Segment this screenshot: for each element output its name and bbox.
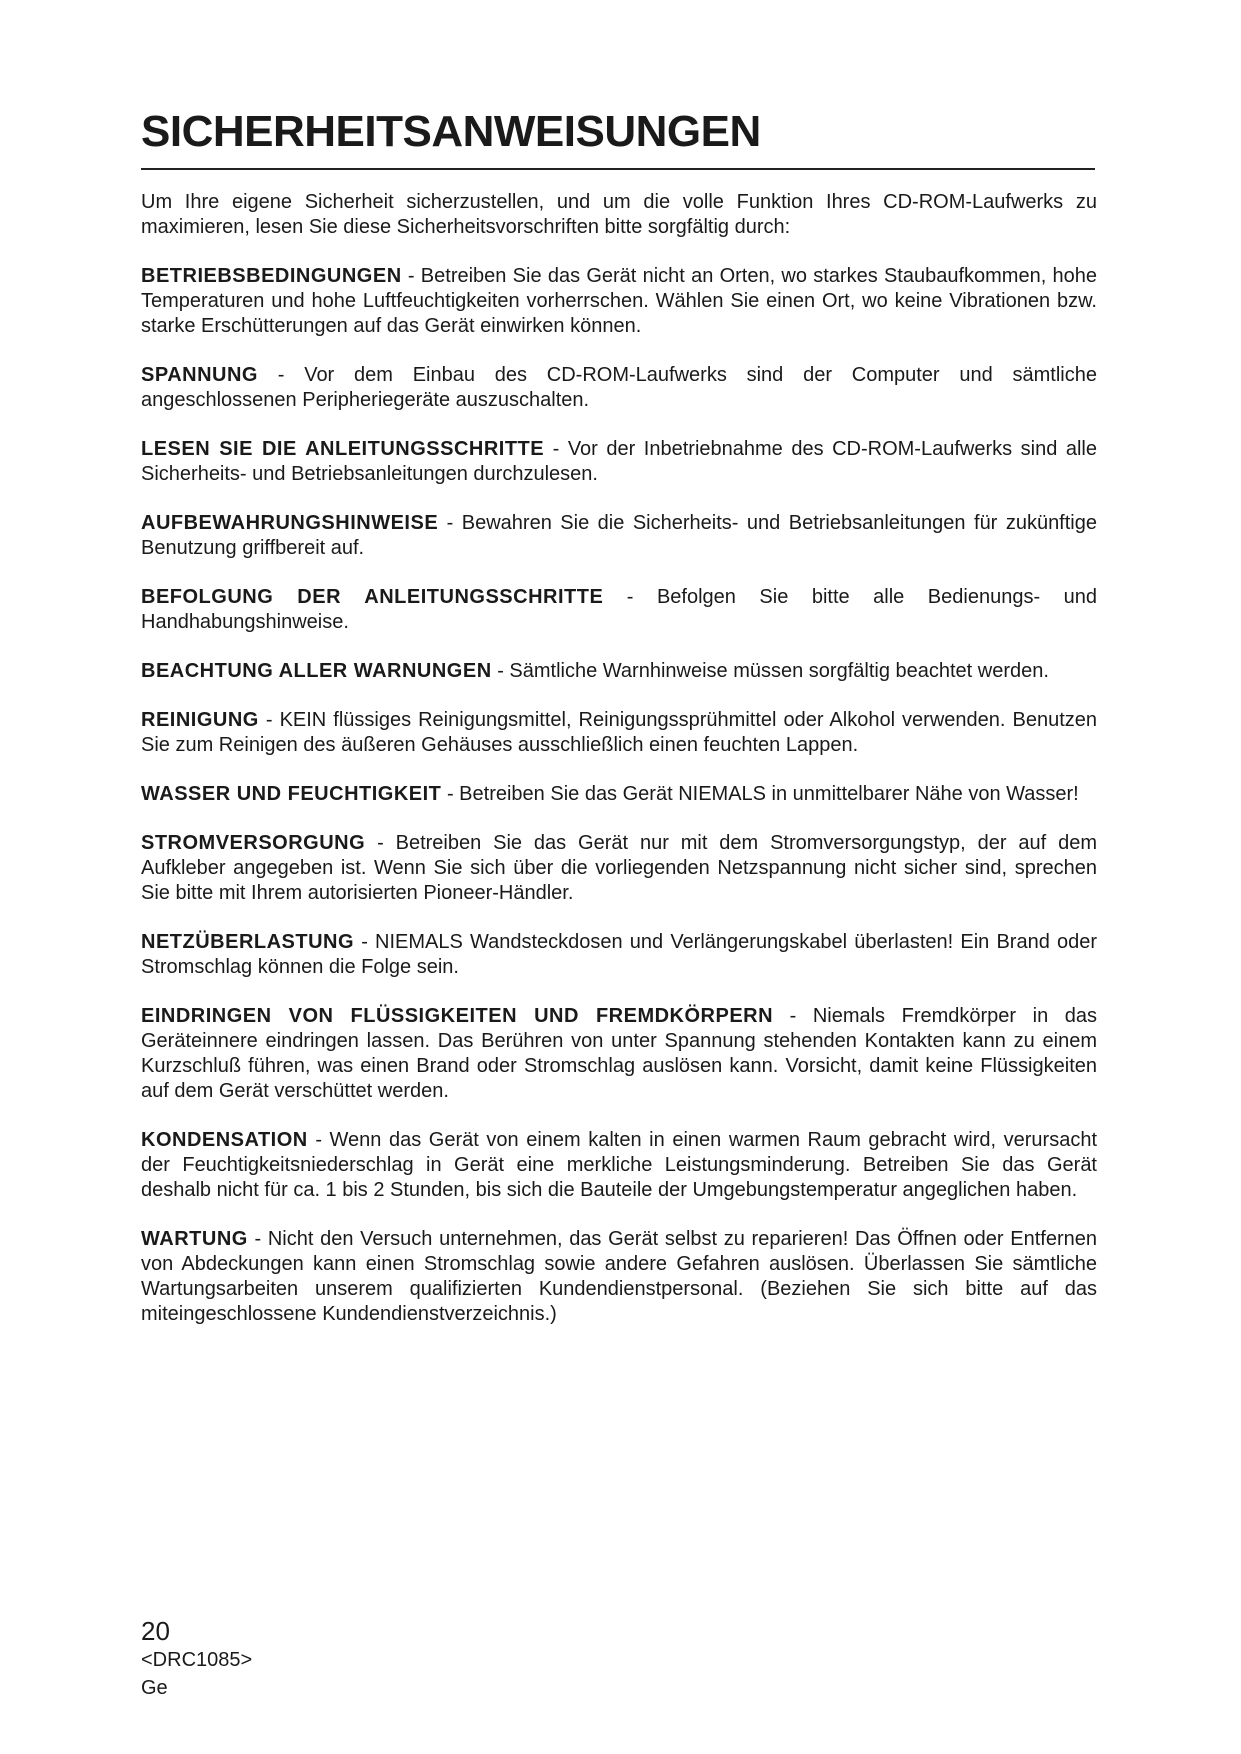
section-heading: WASSER UND FEUCHTIGKEIT: [141, 783, 442, 805]
section-heading: AUFBEWAHRUNGSHINWEISE: [141, 512, 439, 534]
page-number: 20: [141, 1616, 170, 1646]
section-heading: STROMVERSORGUNG: [141, 832, 366, 854]
page-footer: [141, 1616, 252, 1702]
section-text: - Wenn das Gerät von einem kalten in einen warmen Raum gebracht wird, verursacht der Feuchtigkeitsniederschlag in Gerät eine merkliche Leistungsminderung. Betreiben Sie das Gerät deshalb nicht für ca. 1 bis 2 Stunden, bis sich die Bauteile der Umgebungstemperatur angeglichen haben.: [141, 1129, 1097, 1201]
section-heading: KONDENSATION: [141, 1129, 308, 1151]
section-heading: NETZÜBERLASTUNG: [141, 931, 355, 953]
section-heading: BEACHTUNG ALLER WARNUNGEN: [141, 660, 492, 682]
section-spannung: [141, 363, 1097, 413]
section-text: - Vor der Inbetriebnahme des CD-ROM-Laufwerks sind alle Sicherheits- und Betriebsanleitungen durchzulesen.: [141, 438, 1097, 485]
language-code: Ge: [141, 1677, 168, 1699]
safety-instructions: [141, 190, 1097, 1351]
section-text: - Vor dem Einbau des CD-ROM-Laufwerks sind der Computer und sämtliche angeschlossenen Peripheriegeräte auszuschalten.: [141, 364, 1097, 411]
section-netzueberlastung: [141, 930, 1097, 980]
section-heading: REINIGUNG: [141, 709, 259, 731]
section-wasser: [141, 782, 1097, 807]
section-heading: EINDRINGEN VON FLÜSSIGKEITEN UND FREMDKÖRPERN: [141, 1005, 774, 1027]
section-heading: LESEN SIE DIE ANLEITUNGSSCHRITTE: [141, 438, 545, 460]
section-aufbewahrungshinweise: [141, 511, 1097, 561]
section-text: - Sämtliche Warnhinweise müssen sorgfältig beachtet werden.: [491, 660, 1049, 682]
section-stromversorgung: [141, 831, 1097, 906]
section-heading: WARTUNG: [141, 1228, 248, 1250]
page-title: SICHERHEITSANWEISUNGEN: [141, 107, 761, 156]
section-warnungen: [141, 659, 1097, 684]
section-text: - NIEMALS Wandsteckdosen und Verlängerungskabel überlasten! Ein Brand oder Stromschlag können die Folge sein.: [141, 931, 1097, 978]
section-kondensation: [141, 1128, 1097, 1203]
section-text: - Bewahren Sie die Sicherheits- und Betriebsanleitungen für zukünftige Benutzung griffbereit auf.: [141, 512, 1097, 559]
section-eindringen: [141, 1004, 1097, 1104]
section-text: - Niemals Fremdkörper in das Geräteinnere eindringen lassen. Das Berühren von unter Spannung stehenden Kontakten kann zu einem Kurzschluß führen, was einen Brand oder Stromschlag auslösen kann. Vorsicht, damit keine Flüssigkeiten auf dem Gerät verschüttet werden.: [141, 1005, 1097, 1102]
section-heading: BETRIEBSBEDINGUNGEN: [141, 265, 402, 287]
section-text: - Nicht den Versuch unternehmen, das Gerät selbst zu reparieren! Das Öffnen oder Entfernen von Abdeckungen kann einen Stromschlag sowie andere Gefahren auslösen. Überlassen Sie sämtliche Wartungsarbeiten unserem qualifizierten Kundendienstpersonal. (Beziehen Sie sich bitte auf das miteingeschlossene Kundendienstverzeichnis.): [141, 1228, 1097, 1325]
title-divider: [141, 168, 1095, 170]
section-heading: SPANNUNG: [141, 364, 258, 386]
section-anleitungsschritte-lesen: [141, 437, 1097, 487]
section-wartung: [141, 1227, 1097, 1327]
section-heading: BEFOLGUNG DER ANLEITUNGSSCHRITTE: [141, 586, 604, 608]
section-reinigung: [141, 708, 1097, 758]
section-betriebsbedingungen: [141, 264, 1097, 339]
section-text: - Betreiben Sie das Gerät nicht an Orten, wo starkes Staubaufkommen, hohe Temperaturen und hohe Luftfeuchtigkeiten vorherrschen. Wählen Sie einen Ort, wo keine Vibrationen bzw. starke Erschütterungen auf das Gerät einwirken können.: [141, 265, 1097, 337]
document-code: <DRC1085>: [141, 1649, 253, 1671]
intro-paragraph: Um Ihre eigene Sicherheit sicherzustellen, und um die volle Funktion Ihres CD-ROM-Laufwerks zu maximieren, lesen Sie diese Sicherheitsvorschriften bitte sorgfältig durch:: [141, 191, 1097, 238]
section-text: - Befolgen Sie bitte alle Bedienungs- und Handhabungshinweise.: [141, 586, 1097, 633]
section-befolgung: [141, 585, 1097, 635]
section-text: - Betreiben Sie das Gerät NIEMALS in unmittelbarer Nähe von Wasser!: [441, 783, 1079, 805]
section-text: - KEIN flüssiges Reinigungsmittel, Reinigungssprühmittel oder Alkohol verwenden. Benutzen Sie zum Reinigen des äußeren Gehäuses ausschließlich einen feuchten Lappen.: [141, 709, 1097, 756]
section-text: - Betreiben Sie das Gerät nur mit dem Stromversorgungstyp, der auf dem Aufkleber angegeben ist. Wenn Sie sich über die vorliegenden Netzspannung nicht sicher sind, sprechen Sie bitte mit Ihrem autorisierten Pioneer-Händler.: [141, 832, 1097, 904]
